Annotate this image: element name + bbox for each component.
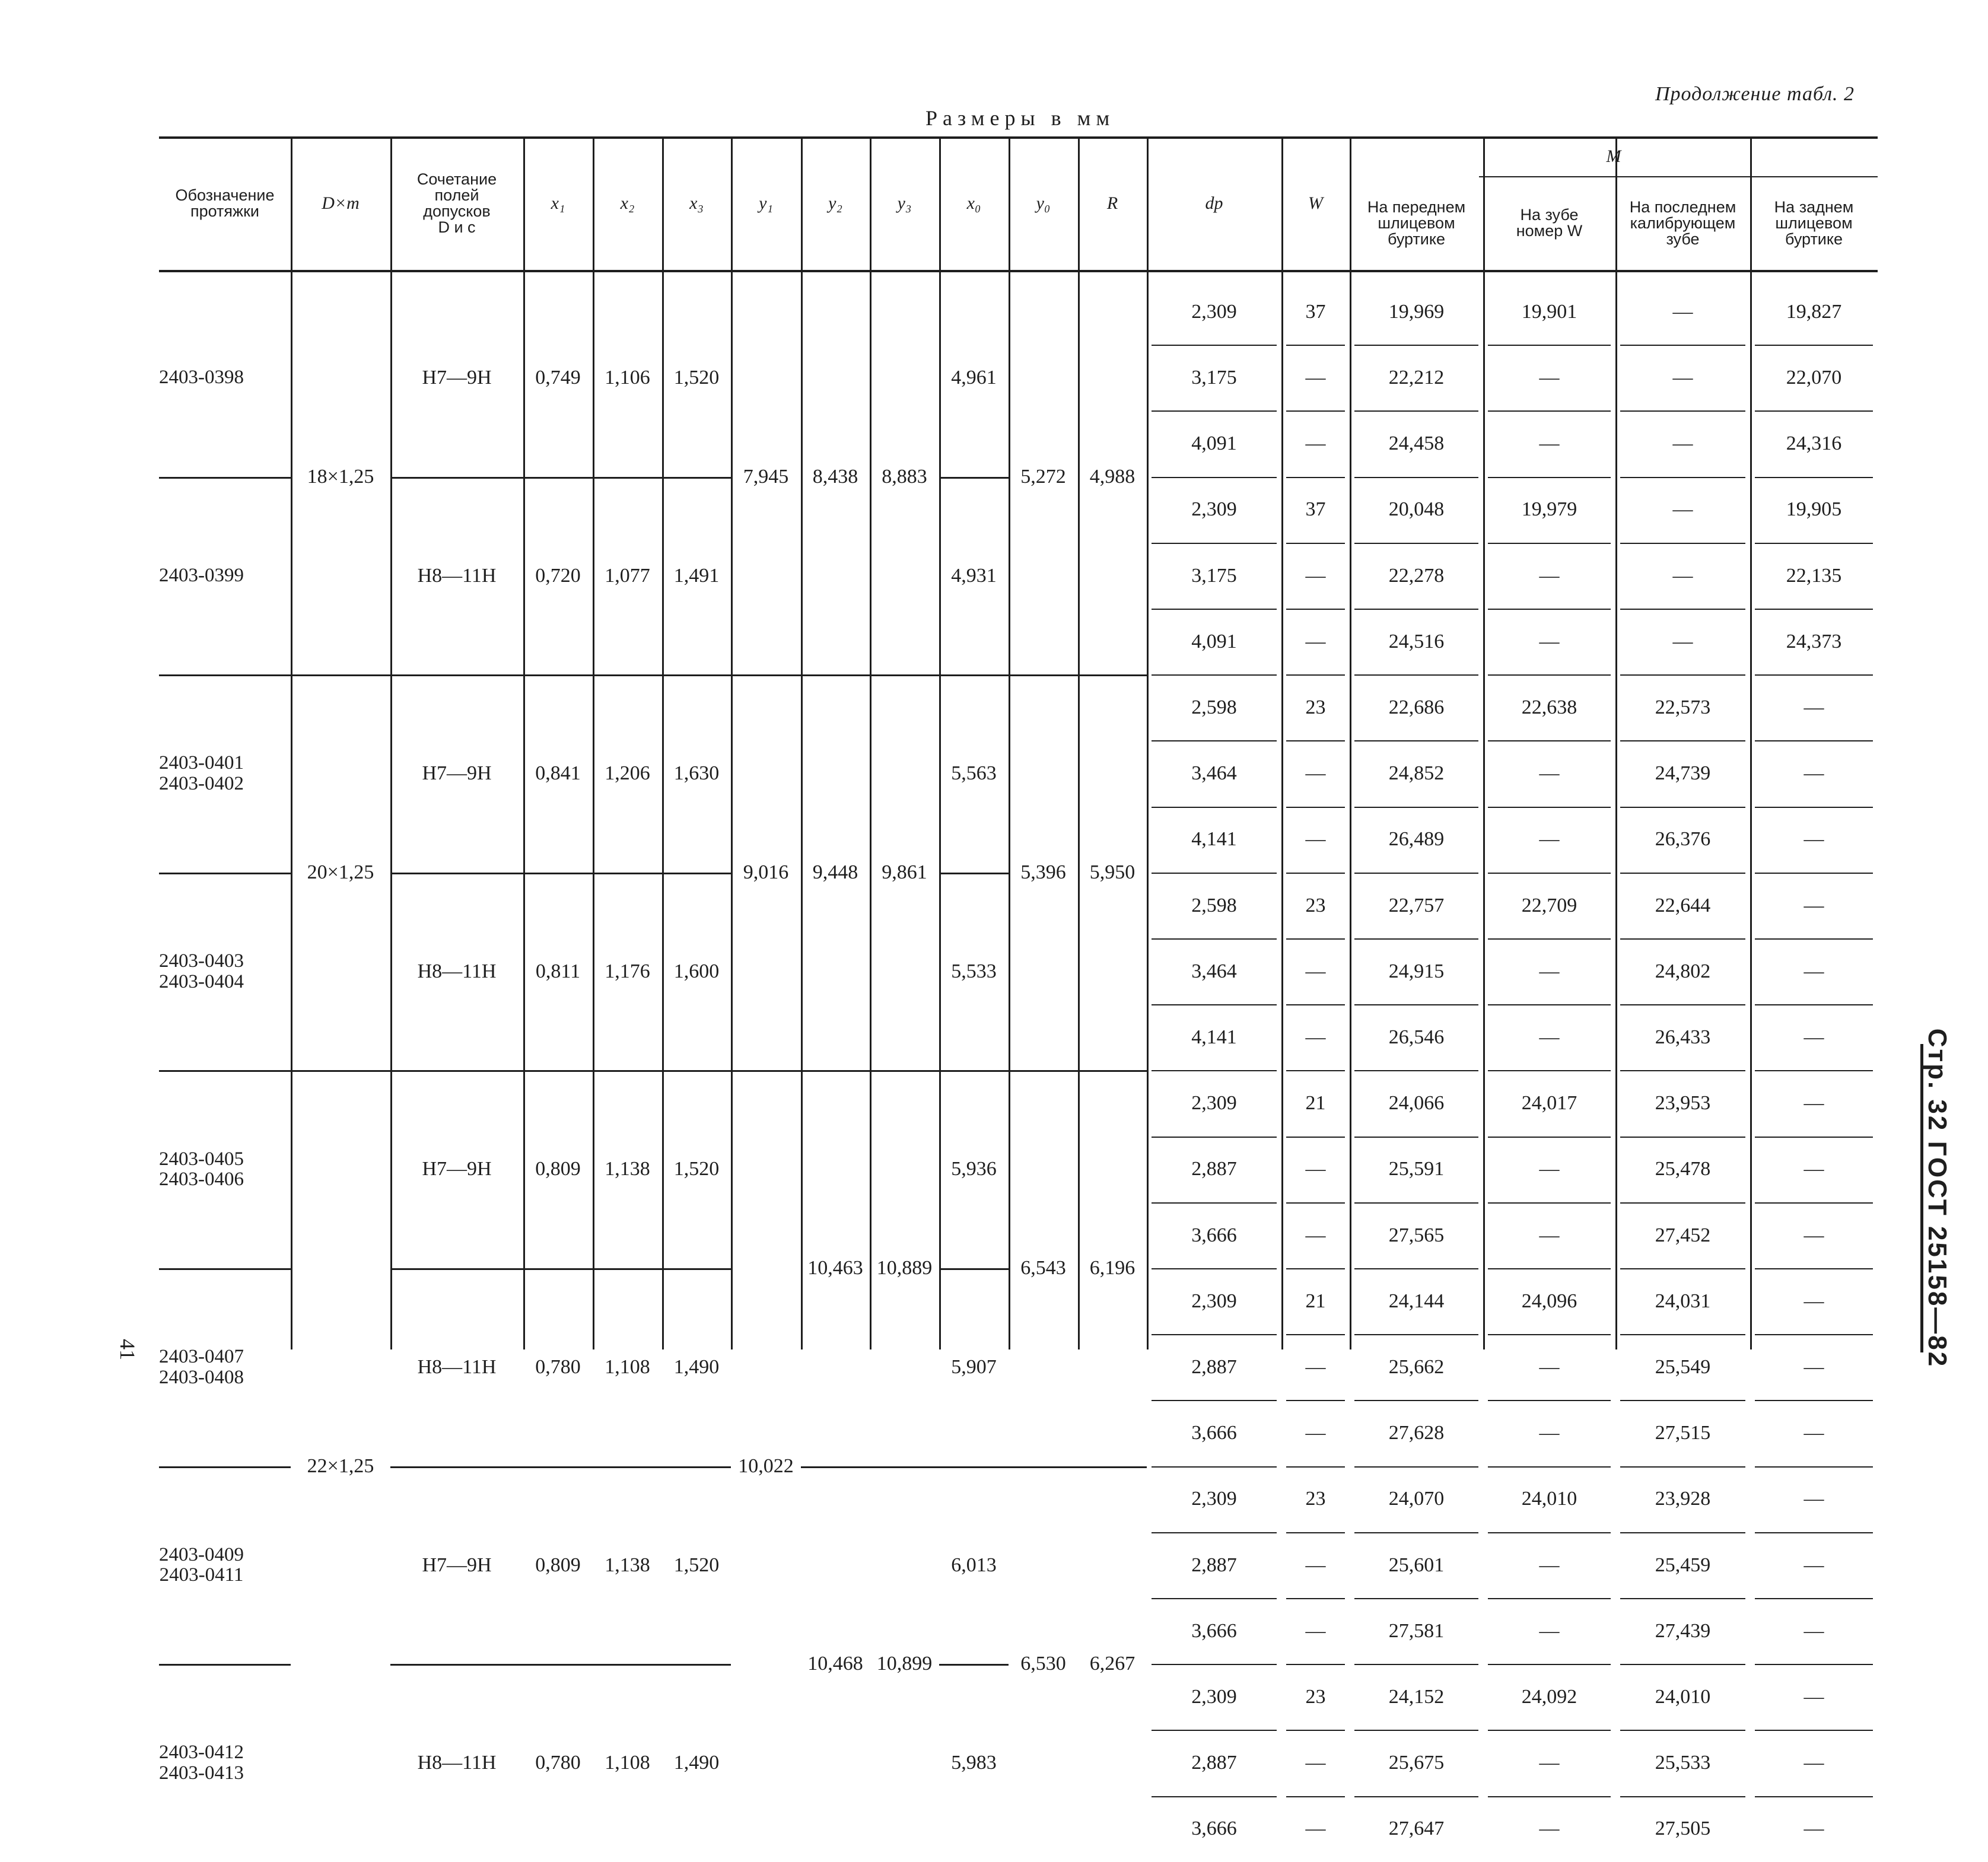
m-rear-cell: 22,070 — [1786, 366, 1842, 389]
y3-cell: 8,883 — [882, 465, 927, 488]
m-tooth-cell: 19,901 — [1521, 300, 1577, 323]
x2-cell: 1,077 — [605, 564, 650, 587]
dxm-cell: 22×1,25 — [307, 1454, 374, 1477]
m-front-cell: 24,066 — [1388, 1092, 1445, 1115]
dp-cell: 2,887 — [1191, 1554, 1237, 1576]
w-cell: — — [1305, 960, 1326, 982]
dp-cell: 2,309 — [1191, 1290, 1237, 1312]
m-front-cell: 24,144 — [1388, 1290, 1445, 1312]
m-front-cell: 26,546 — [1388, 1026, 1445, 1048]
m-tooth-cell: — — [1539, 1422, 1560, 1444]
m-front-cell: 22,212 — [1388, 366, 1445, 389]
tolerance-cell: H8—11H — [417, 960, 497, 982]
continuation-caption: Продолжение табл. 2 — [1655, 83, 1855, 105]
dp-cell: 3,464 — [1191, 960, 1237, 982]
dp-cell: 3,666 — [1191, 1422, 1237, 1444]
y3-cell: 9,861 — [882, 861, 927, 883]
m-rear-cell: — — [1803, 960, 1824, 982]
w-cell: — — [1305, 1752, 1326, 1774]
x3-cell: 1,520 — [673, 1158, 720, 1180]
m-last-cell: 25,549 — [1655, 1355, 1711, 1378]
m-front-cell: 24,152 — [1388, 1685, 1445, 1708]
m-tooth-cell: — — [1539, 1158, 1560, 1180]
y3-cell: 10,899 — [876, 1653, 933, 1675]
tolerance-cell: H7—9H — [422, 366, 492, 389]
dp-cell: 2,309 — [1191, 498, 1237, 521]
m-last-cell: 23,928 — [1655, 1488, 1711, 1510]
y2-cell: 10,463 — [807, 1257, 863, 1279]
w-cell: — — [1305, 1224, 1326, 1246]
tolerance-cell: H7—9H — [422, 1554, 492, 1576]
r-cell: 6,267 — [1089, 1653, 1135, 1675]
m-front-cell: 27,647 — [1388, 1818, 1445, 1840]
designation-cell: 2403-0409 2403-0411 — [159, 1543, 244, 1586]
header-y3: y₃ — [897, 193, 912, 213]
m-rear-cell: — — [1803, 1752, 1824, 1774]
x2-cell: 1,138 — [605, 1554, 650, 1576]
m-front-cell: 22,757 — [1388, 894, 1445, 916]
header-x0: x₀ — [966, 193, 981, 213]
m-last-cell: 24,031 — [1655, 1290, 1711, 1312]
y0-cell: 5,272 — [1020, 465, 1066, 488]
m-rear-cell: — — [1803, 1422, 1824, 1444]
dp-cell: 2,598 — [1191, 894, 1237, 916]
m-rear-cell: — — [1803, 1355, 1824, 1378]
w-cell: — — [1305, 828, 1326, 851]
m-tooth-cell: 24,092 — [1521, 1685, 1577, 1708]
m-rear-cell: — — [1803, 1224, 1824, 1246]
dp-cell: 3,175 — [1191, 366, 1237, 389]
m-rear-cell: — — [1803, 696, 1824, 718]
tolerance-cell: H7—9H — [422, 1158, 492, 1180]
m-tooth-cell: — — [1539, 762, 1560, 785]
page-number — [116, 1332, 139, 1367]
w-cell: 23 — [1305, 1685, 1326, 1708]
x0-cell: 5,983 — [951, 1752, 997, 1774]
m-rear-cell: — — [1803, 1619, 1824, 1642]
w-cell: — — [1305, 432, 1326, 455]
x1-cell: 0,809 — [535, 1158, 581, 1180]
m-tooth-cell: 24,017 — [1521, 1092, 1577, 1115]
m-tooth-cell: 24,010 — [1521, 1488, 1577, 1510]
w-cell: 23 — [1305, 1488, 1326, 1510]
x3-cell: 1,630 — [673, 762, 720, 785]
y0-cell: 6,530 — [1020, 1653, 1066, 1675]
header-tolerance: Сочетание полей допусков D и c — [416, 170, 497, 236]
x1-cell: 0,780 — [535, 1355, 581, 1378]
m-tooth-cell: 19,979 — [1521, 498, 1577, 521]
dxm-cell: 18×1,25 — [307, 465, 374, 488]
tolerance-cell: H8—11H — [417, 1355, 497, 1378]
x2-cell: 1,206 — [605, 762, 650, 785]
x1-cell: 0,811 — [535, 960, 581, 982]
header-w: W — [1308, 193, 1323, 213]
header-designation: Обозначение протяжки — [175, 186, 275, 220]
x3-cell: 1,490 — [673, 1752, 720, 1774]
x1-cell: 0,841 — [535, 762, 581, 785]
w-cell: 23 — [1305, 696, 1326, 718]
x2-cell: 1,176 — [605, 960, 650, 982]
side-standard-label — [1919, 1028, 1955, 1368]
side-standard-text: Стр. 32 ГОСТ 25158—82 — [1923, 1028, 1952, 1368]
m-front-cell: 25,662 — [1388, 1355, 1445, 1378]
w-cell: — — [1305, 1554, 1326, 1576]
w-cell: — — [1305, 1026, 1326, 1048]
m-tooth-cell: — — [1539, 366, 1560, 389]
m-front-cell: 20,048 — [1388, 498, 1445, 521]
m-front-cell: 27,628 — [1388, 1422, 1445, 1444]
m-last-cell: 26,376 — [1655, 828, 1711, 851]
x3-cell: 1,520 — [673, 366, 720, 389]
m-last-cell: 24,802 — [1655, 960, 1711, 982]
m-rear-cell: — — [1803, 1290, 1824, 1312]
m-tooth-cell: 22,638 — [1521, 696, 1577, 718]
m-front-cell: 24,852 — [1388, 762, 1445, 785]
m-last-cell: 27,505 — [1655, 1818, 1711, 1840]
w-cell: — — [1305, 1355, 1326, 1378]
dp-cell: 3,666 — [1191, 1818, 1237, 1840]
m-last-cell: 25,459 — [1655, 1554, 1711, 1576]
dp-cell: 3,464 — [1191, 762, 1237, 785]
designation-cell: 2403-0403 2403-0404 — [159, 950, 244, 992]
m-last-cell: — — [1672, 630, 1693, 653]
header-m-front: На переднем шлицевом буртике — [1367, 198, 1466, 248]
m-tooth-cell: — — [1539, 1355, 1560, 1378]
x3-cell: 1,600 — [673, 960, 720, 982]
header-m-tooth: На зубе номер W — [1516, 206, 1583, 240]
x3-cell: 1,491 — [673, 564, 720, 587]
dp-cell: 2,309 — [1191, 1685, 1237, 1708]
m-front-cell: 19,969 — [1388, 300, 1445, 323]
designation-cell: 2403-0401 2403-0402 — [159, 752, 244, 794]
m-last-cell: — — [1672, 432, 1693, 455]
dp-cell: 2,309 — [1191, 300, 1237, 323]
m-last-cell: — — [1672, 498, 1693, 521]
y2-cell: 8,438 — [812, 465, 858, 488]
header-x3: x₃ — [689, 193, 704, 213]
dp-cell: 4,091 — [1191, 630, 1237, 653]
m-rear-cell: — — [1803, 828, 1824, 851]
m-tooth-cell: — — [1539, 960, 1560, 982]
w-cell: 23 — [1305, 894, 1326, 916]
m-last-cell: 27,515 — [1655, 1422, 1711, 1444]
y2-cell: 9,448 — [812, 861, 858, 883]
dxm-cell: 20×1,25 — [307, 861, 374, 883]
m-last-cell: 22,573 — [1655, 696, 1711, 718]
x1-cell: 0,749 — [535, 366, 581, 389]
m-last-cell: 23,953 — [1655, 1092, 1711, 1115]
x0-cell: 4,931 — [951, 564, 997, 587]
m-front-cell: 25,675 — [1388, 1752, 1445, 1774]
m-tooth-cell: — — [1539, 630, 1560, 653]
y1-cell: 7,945 — [743, 465, 789, 488]
m-front-cell: 25,591 — [1388, 1158, 1445, 1180]
m-last-cell: 22,644 — [1655, 894, 1711, 916]
m-front-cell: 24,915 — [1388, 960, 1445, 982]
tolerance-cell: H8—11H — [417, 1752, 497, 1774]
dp-cell: 2,309 — [1191, 1488, 1237, 1510]
m-tooth-cell: — — [1539, 1818, 1560, 1840]
x0-cell: 5,907 — [951, 1355, 997, 1378]
dp-cell: 2,887 — [1191, 1158, 1237, 1180]
m-last-cell: — — [1672, 366, 1693, 389]
designation-cell: 2403-0407 2403-0408 — [159, 1346, 244, 1388]
designation-cell: 2403-0405 2403-0406 — [159, 1148, 244, 1191]
header-x1: x₁ — [551, 193, 565, 213]
m-rear-cell: — — [1803, 1158, 1824, 1180]
designation-cell: 2403-0399 — [159, 565, 244, 587]
header-dp: dp — [1205, 193, 1223, 213]
w-cell: — — [1305, 366, 1326, 389]
header-R: R — [1106, 193, 1118, 213]
page-number-text: 41 — [116, 1339, 139, 1360]
header-bottom-rule — [159, 270, 1878, 272]
header-m-rear: На заднем шлицевом буртике — [1774, 198, 1854, 248]
m-front-cell: 24,516 — [1388, 630, 1445, 653]
x0-cell: 5,936 — [951, 1158, 997, 1180]
m-rear-cell: 22,135 — [1786, 564, 1842, 587]
m-rear-cell: 24,373 — [1786, 630, 1842, 653]
m-last-cell: — — [1672, 300, 1693, 323]
m-front-cell: 27,581 — [1388, 1619, 1445, 1642]
y3-cell: 10,889 — [876, 1257, 933, 1279]
header-y1: y₁ — [759, 193, 773, 213]
m-front-cell: 22,278 — [1388, 564, 1445, 587]
m-rear-cell: — — [1803, 1026, 1824, 1048]
w-cell: — — [1305, 1818, 1326, 1840]
x3-cell: 1,490 — [673, 1355, 720, 1378]
x1-cell: 0,720 — [535, 564, 581, 587]
m-rear-cell: — — [1803, 1554, 1824, 1576]
x1-cell: 0,809 — [535, 1554, 581, 1576]
w-cell: — — [1305, 1422, 1326, 1444]
header-m: M — [1606, 146, 1621, 166]
m-last-cell: 24,739 — [1655, 762, 1711, 785]
header-y0: y₀ — [1036, 193, 1051, 213]
m-tooth-cell: — — [1539, 432, 1560, 455]
r-cell: 6,196 — [1089, 1257, 1135, 1279]
m-tooth-cell: — — [1539, 564, 1560, 587]
m-tooth-cell: 22,709 — [1521, 894, 1577, 916]
m-tooth-cell: — — [1539, 828, 1560, 851]
m-rear-cell: 19,827 — [1786, 300, 1842, 323]
m-tooth-cell: — — [1539, 1224, 1560, 1246]
w-cell: — — [1305, 762, 1326, 785]
m-front-cell: 25,601 — [1388, 1554, 1445, 1576]
tolerance-cell: H8—11H — [417, 564, 497, 587]
m-front-cell: 22,686 — [1388, 696, 1445, 718]
m-front-cell: 24,458 — [1388, 432, 1445, 455]
m-rear-cell: — — [1803, 1685, 1824, 1708]
r-cell: 5,950 — [1089, 861, 1135, 883]
dp-cell: 2,598 — [1191, 696, 1237, 718]
m-last-cell: 27,439 — [1655, 1619, 1711, 1642]
x0-cell: 6,013 — [951, 1554, 997, 1576]
m-rear-cell: — — [1803, 1488, 1824, 1510]
header-y2: y₂ — [828, 193, 842, 213]
w-cell: — — [1305, 564, 1326, 587]
designation-cell: 2403-0398 — [159, 367, 244, 389]
units-caption: Размеры в мм — [925, 106, 1115, 130]
m-tooth-cell: — — [1539, 1619, 1560, 1642]
x2-cell: 1,138 — [605, 1158, 650, 1180]
y1-cell: 10,022 — [738, 1454, 794, 1477]
m-rear-cell: — — [1803, 1818, 1824, 1840]
dp-cell: 4,141 — [1191, 1026, 1237, 1048]
x2-cell: 1,108 — [605, 1355, 650, 1378]
w-cell: 37 — [1305, 498, 1326, 521]
dp-cell: 3,175 — [1191, 564, 1237, 587]
m-rear-cell: — — [1803, 762, 1824, 785]
w-cell: — — [1305, 630, 1326, 653]
m-tooth-cell: — — [1539, 1752, 1560, 1774]
m-rear-cell: — — [1803, 1092, 1824, 1115]
dp-cell: 3,666 — [1191, 1224, 1237, 1246]
header-x2: x₂ — [620, 193, 635, 213]
w-cell: — — [1305, 1619, 1326, 1642]
x0-cell: 5,533 — [951, 960, 997, 982]
m-last-cell: 26,433 — [1655, 1026, 1711, 1048]
y0-cell: 5,396 — [1020, 861, 1066, 883]
x1-cell: 0,780 — [535, 1752, 581, 1774]
m-front-cell: 24,070 — [1388, 1488, 1445, 1510]
m-front-cell: 27,565 — [1388, 1224, 1445, 1246]
dp-cell: 2,887 — [1191, 1355, 1237, 1378]
m-last-cell: 25,533 — [1655, 1752, 1711, 1774]
w-cell: 21 — [1305, 1092, 1326, 1115]
m-tooth-cell: — — [1539, 1026, 1560, 1048]
m-rear-cell: 24,316 — [1786, 432, 1842, 455]
header-m-last: На последнем калибрующем зубе — [1629, 198, 1736, 248]
m-last-cell: — — [1672, 564, 1693, 587]
w-cell: 21 — [1305, 1290, 1326, 1312]
y2-cell: 10,468 — [807, 1653, 863, 1675]
dp-cell: 2,887 — [1191, 1752, 1237, 1774]
dp-cell: 2,309 — [1191, 1092, 1237, 1115]
x2-cell: 1,108 — [605, 1752, 650, 1774]
dp-cell: 4,091 — [1191, 432, 1237, 455]
m-rear-cell: — — [1803, 894, 1824, 916]
y0-cell: 6,543 — [1020, 1257, 1066, 1279]
m-last-cell: 25,478 — [1655, 1158, 1711, 1180]
m-tooth-cell: — — [1539, 1554, 1560, 1576]
m-rear-cell: 19,905 — [1786, 498, 1842, 521]
y1-cell: 9,016 — [743, 861, 789, 883]
w-cell: 37 — [1305, 300, 1326, 323]
dp-cell: 3,666 — [1191, 1619, 1237, 1642]
header-dxm: D×m — [322, 193, 360, 213]
designation-cell: 2403-0412 2403-0413 — [159, 1742, 244, 1784]
r-cell: 4,988 — [1089, 465, 1135, 488]
dp-cell: 4,141 — [1191, 828, 1237, 851]
x3-cell: 1,520 — [673, 1554, 720, 1576]
m-last-cell: 24,010 — [1655, 1685, 1711, 1708]
tolerance-cell: H7—9H — [422, 762, 492, 785]
m-tooth-cell: 24,096 — [1521, 1290, 1577, 1312]
w-cell: — — [1305, 1158, 1326, 1180]
x0-cell: 4,961 — [951, 366, 997, 389]
x2-cell: 1,106 — [605, 366, 650, 389]
x0-cell: 5,563 — [951, 762, 997, 785]
m-front-cell: 26,489 — [1388, 828, 1445, 851]
m-last-cell: 27,452 — [1655, 1224, 1711, 1246]
